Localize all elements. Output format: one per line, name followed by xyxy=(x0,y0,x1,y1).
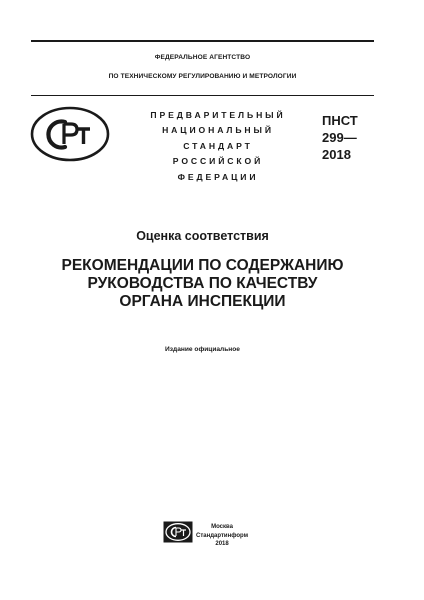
standard-number-line: ПНСТ xyxy=(322,113,358,128)
standard-type-line: РОССИЙСКОЙ xyxy=(172,156,264,167)
standard-number-line: 2018 xyxy=(322,147,351,162)
standard-number-line: 299— xyxy=(322,130,357,145)
standard-type-line: СТАНДАРТ xyxy=(183,140,253,151)
publisher-city: Москва xyxy=(211,524,233,530)
agency-name-line-2: ПО ТЕХНИЧЕСКОМУ РЕГУЛИРОВАНИЮ И МЕТРОЛОГИИ xyxy=(108,73,297,80)
standard-type-line: ФЕДЕРАЦИИ xyxy=(177,171,259,182)
publisher-year: 2018 xyxy=(215,541,229,548)
standartinform-logo-icon xyxy=(163,521,193,543)
document-title-line: РЕКОМЕНДАЦИИ ПО СОДЕРЖАНИЮ xyxy=(61,257,344,274)
document-title-line: ОРГАНА ИНСПЕКЦИИ xyxy=(119,293,286,310)
publisher-imprint xyxy=(196,523,248,549)
gost-r-emblem-icon xyxy=(30,106,110,162)
document-title-line: РУКОВОДСТВА ПО КАЧЕСТВУ xyxy=(87,275,318,292)
standard-type xyxy=(148,108,288,185)
edition-label: Издание официальное xyxy=(165,346,240,353)
publisher-name: Стандартинформ xyxy=(196,532,249,539)
standard-type-line: НАЦИОНАЛЬНЫЙ xyxy=(162,125,274,136)
document-subject: Оценка соответствия xyxy=(136,229,269,243)
standard-type-line: ПРЕДВАРИТЕЛЬНЫЙ xyxy=(150,110,286,120)
header-rule xyxy=(31,95,374,96)
document-title xyxy=(40,257,365,311)
agency-name-line-1: ФЕДЕРАЛЬНОЕ АГЕНТСТВО xyxy=(154,54,251,61)
standard-number xyxy=(322,112,358,163)
top-rule xyxy=(31,40,374,42)
